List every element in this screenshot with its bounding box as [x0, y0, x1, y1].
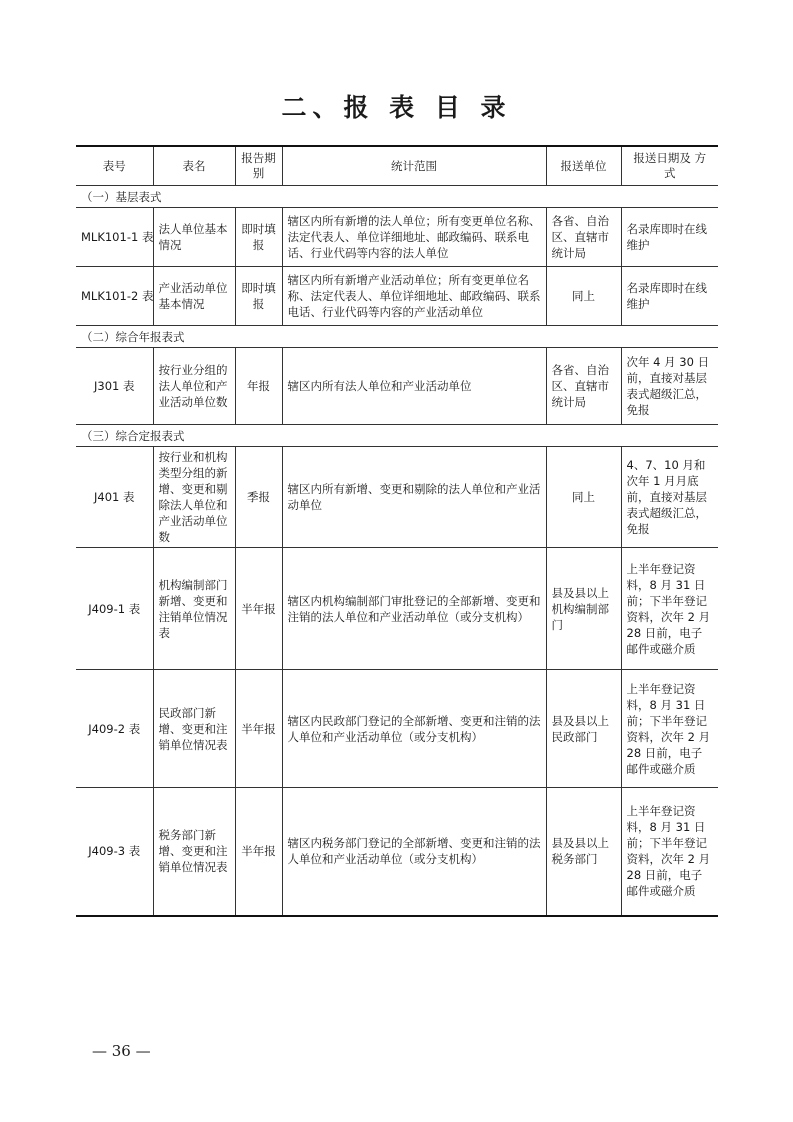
report-period: 即时填报: [235, 267, 282, 326]
report-unit: 同上: [546, 447, 621, 548]
table-row: [76, 348, 718, 425]
report-code: J409-3 表: [76, 788, 153, 916]
section-title: （二）综合年报表式: [76, 326, 718, 348]
report-name: 民政部门新增、变更和注销单位情况表: [153, 670, 235, 788]
report-period: 即时填报: [235, 208, 282, 267]
report-deadline: 上半年登记资料，8 月 31 日前；下半年登记资料，次年 2 月 28 日前，电子邮件或磁介质: [621, 548, 718, 670]
report-period: 半年报: [235, 670, 282, 788]
report-deadline: 次年 4 月 30 日前，直接对基层表式超级汇总，免报: [621, 348, 718, 425]
report-unit: 同上: [546, 267, 621, 326]
table-row: [76, 670, 718, 788]
section-row: [76, 186, 718, 208]
report-catalog-table: [76, 145, 718, 917]
page-title: 二、报 表 目 录: [281, 93, 512, 122]
report-code: MLK101-2 表: [76, 267, 153, 326]
report-unit: 县及县以上民政部门: [546, 670, 621, 788]
report-code: J401 表: [76, 447, 153, 548]
report-deadline: 4、7、10 月和次年 1 月月底前，直接对基层表式超级汇总，免报: [621, 447, 718, 548]
report-name: 产业活动单位基本情况: [153, 267, 235, 326]
table-row: [76, 548, 718, 670]
report-deadline: 名录库即时在线维护: [621, 208, 718, 267]
table-header-row: [76, 146, 718, 186]
report-unit: 各省、自治区、直辖市统计局: [546, 348, 621, 425]
report-scope: 辖区内民政部门登记的全部新增、变更和注销的法人单位和产业活动单位（或分支机构）: [282, 670, 546, 788]
report-scope: 辖区内税务部门登记的全部新增、变更和注销的法人单位和产业活动单位（或分支机构）: [282, 788, 546, 916]
report-unit: 县及县以上机构编制部门: [546, 548, 621, 670]
table-row: [76, 788, 718, 916]
header-code: 表号: [76, 146, 153, 186]
report-unit: 各省、自治区、直辖市统计局: [546, 208, 621, 267]
report-code: J409-1 表: [76, 548, 153, 670]
section-title: （三）综合定报表式: [76, 425, 718, 447]
section-title: （一）基层表式: [76, 186, 718, 208]
report-period: 年报: [235, 348, 282, 425]
header-period: 报告期别: [235, 146, 282, 186]
report-name: 按行业和机构类型分组的新增、变更和剔除法人单位和产业活动单位数: [153, 447, 235, 548]
report-deadline: 名录库即时在线维护: [621, 267, 718, 326]
report-period: 半年报: [235, 548, 282, 670]
header-deadline: 报送日期及 方 式: [621, 146, 718, 186]
report-code: MLK101-1 表: [76, 208, 153, 267]
section-row: [76, 326, 718, 348]
report-deadline: 上半年登记资料，8 月 31 日前；下半年登记资料，次年 2 月 28 日前，电子邮件或磁介质: [621, 670, 718, 788]
section-row: [76, 425, 718, 447]
page-number: — 36 —: [92, 1042, 151, 1060]
report-name: 按行业分组的法人单位和产业活动单位数: [153, 348, 235, 425]
table-row: [76, 208, 718, 267]
report-scope: 辖区内机构编制部门审批登记的全部新增、变更和注销的法人单位和产业活动单位（或分支机构）: [282, 548, 546, 670]
report-scope: 辖区内所有新增的法人单位；所有变更单位名称、法定代表人、单位详细地址、邮政编码、联系电话、行业代码等内容的法人单位: [282, 208, 546, 267]
report-name: 机构编制部门新增、变更和注销单位情况表: [153, 548, 235, 670]
header-unit: 报送单位: [546, 146, 621, 186]
report-deadline: 上半年登记资料，8 月 31 日前；下半年登记资料，次年 2 月 28 日前，电子邮件或磁介质: [621, 788, 718, 916]
report-code: J301 表: [76, 348, 153, 425]
report-scope: 辖区内所有新增、变更和剔除的法人单位和产业活动单位: [282, 447, 546, 548]
report-scope: 辖区内所有新增产业活动单位；所有变更单位名称、法定代表人、单位详细地址、邮政编码、联系电话、行业代码等内容的产业活动单位: [282, 267, 546, 326]
report-name: 税务部门新增、变更和注销单位情况表: [153, 788, 235, 916]
header-scope: 统计范围: [282, 146, 546, 186]
report-name: 法人单位基本情况: [153, 208, 235, 267]
report-period: 季报: [235, 447, 282, 548]
report-scope: 辖区内所有法人单位和产业活动单位: [282, 348, 546, 425]
report-unit: 县及县以上税务部门: [546, 788, 621, 916]
report-code: J409-2 表: [76, 670, 153, 788]
table-row: [76, 447, 718, 548]
header-name: 表名: [153, 146, 235, 186]
report-period: 半年报: [235, 788, 282, 916]
table-row: [76, 267, 718, 326]
